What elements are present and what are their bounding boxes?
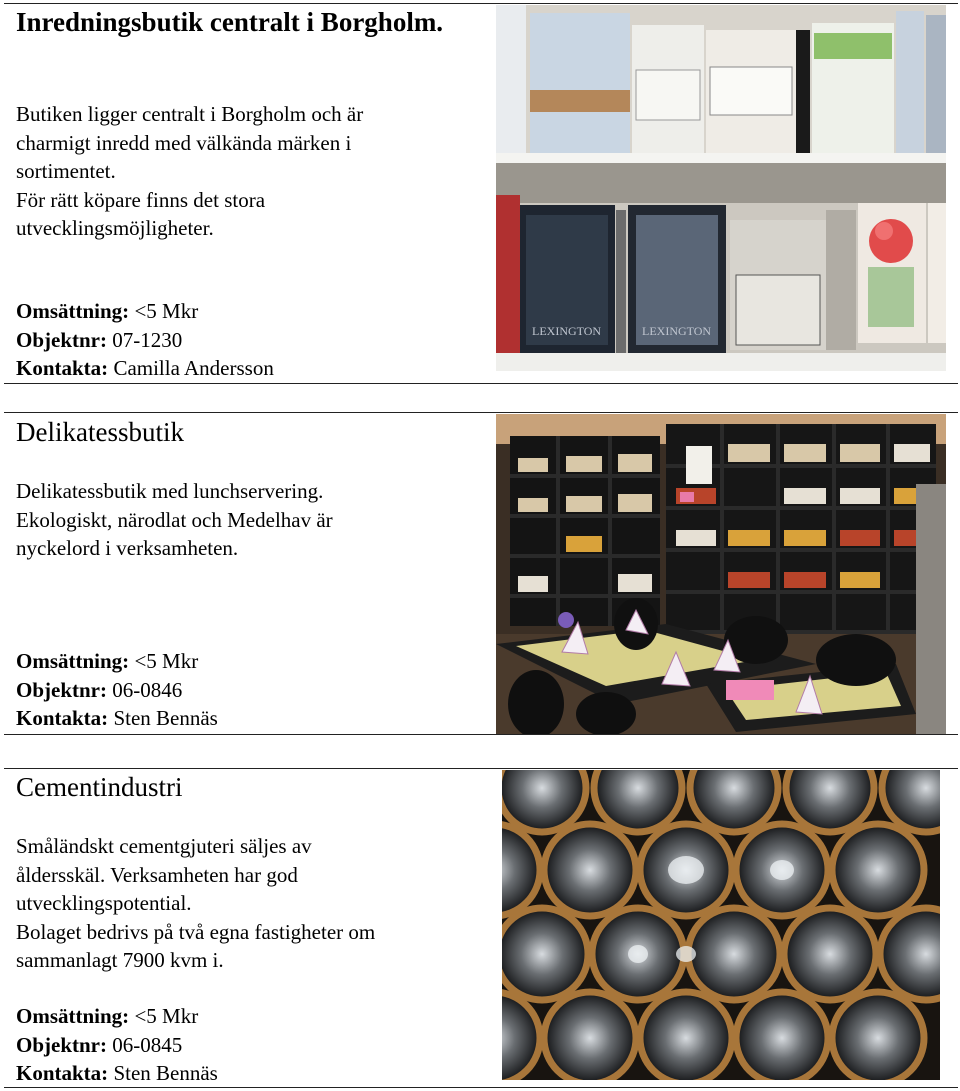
- listing-description: [16, 477, 486, 563]
- contact-row: [16, 1059, 486, 1088]
- object-label: Objektnr:: [16, 677, 107, 702]
- description-line: charmigt inredd med välkända märken i: [16, 130, 352, 155]
- turnover-row: [16, 297, 486, 326]
- turnover-value: <5 Mkr: [134, 299, 199, 323]
- description-line: sammanlagt 7900 kvm i.: [16, 948, 224, 972]
- turnover-value: <5 Mkr: [134, 649, 199, 673]
- contact-value: Sten Bennäs: [113, 1061, 218, 1085]
- contact-row: [16, 704, 486, 733]
- description-line: Småländskt cementgjuteri säljes av: [16, 834, 312, 858]
- contact-row: [16, 354, 486, 383]
- turnover-row: [16, 647, 486, 676]
- description-line: Bolaget bedrivs på två egna fastigheter om: [16, 919, 376, 944]
- turnover-value: <5 Mkr: [134, 1004, 199, 1028]
- object-row: [16, 1031, 486, 1060]
- contact-value: Camilla Andersson: [113, 356, 274, 380]
- listing-title: Inredningsbutik centralt i Borgholm.: [16, 7, 444, 37]
- object-value: 06-0846: [112, 677, 183, 702]
- description-line: utvecklingspotential.: [16, 891, 192, 915]
- top-divider: [4, 3, 958, 4]
- contact-label: Kontakta:: [16, 356, 109, 380]
- photo-brand-text: LEXINGTON: [642, 324, 712, 338]
- listing-info: [16, 1002, 486, 1088]
- description-line: Delikatessbutik med lunchservering.: [16, 479, 324, 503]
- listing-divider-2b: [4, 768, 958, 769]
- listing-photo-pipes: [502, 770, 940, 1080]
- object-row: [16, 676, 486, 705]
- description-line: Ekologiskt, närodlat och Medelhav är: [16, 507, 333, 532]
- contact-label: Kontakta:: [16, 1061, 109, 1085]
- turnover-label: Omsättning:: [16, 299, 130, 323]
- listing-info: [16, 297, 486, 383]
- turnover-row: [16, 1002, 486, 1031]
- listing-title: Cementindustri: [16, 772, 183, 802]
- listing-title: Delikatessbutik: [16, 417, 184, 447]
- listing-description: [16, 100, 486, 243]
- object-value: 06-0845: [112, 1032, 183, 1057]
- photo-brand-text: LEXINGTON: [532, 324, 602, 338]
- listing-photo-textiles: [496, 5, 946, 371]
- contact-label: Kontakta:: [16, 706, 109, 730]
- turnover-label: Omsättning:: [16, 649, 130, 673]
- listing-divider-1a: [4, 383, 958, 384]
- listing-info: [16, 647, 486, 733]
- description-line: utvecklingsmöjligheter.: [16, 216, 214, 240]
- listing-description: [16, 832, 486, 975]
- object-value: 07-1230: [112, 327, 183, 352]
- object-label: Objektnr:: [16, 1032, 107, 1057]
- listing-photo-deli: [496, 414, 946, 734]
- contact-value: Sten Bennäs: [113, 706, 218, 730]
- object-label: Objektnr:: [16, 327, 107, 352]
- description-line: För rätt köpare finns det stora: [16, 187, 266, 212]
- object-row: [16, 326, 486, 355]
- description-line: nyckelord i verksamheten.: [16, 536, 239, 560]
- listing-divider-2a: [4, 734, 958, 735]
- listing-divider-1b: [4, 412, 958, 413]
- description-line: åldersskäl. Verksamheten har god: [16, 862, 298, 887]
- description-line: sortimentet.: [16, 159, 116, 183]
- description-line: Butiken ligger centralt i Borgholm och är: [16, 102, 364, 126]
- turnover-label: Omsättning:: [16, 1004, 130, 1028]
